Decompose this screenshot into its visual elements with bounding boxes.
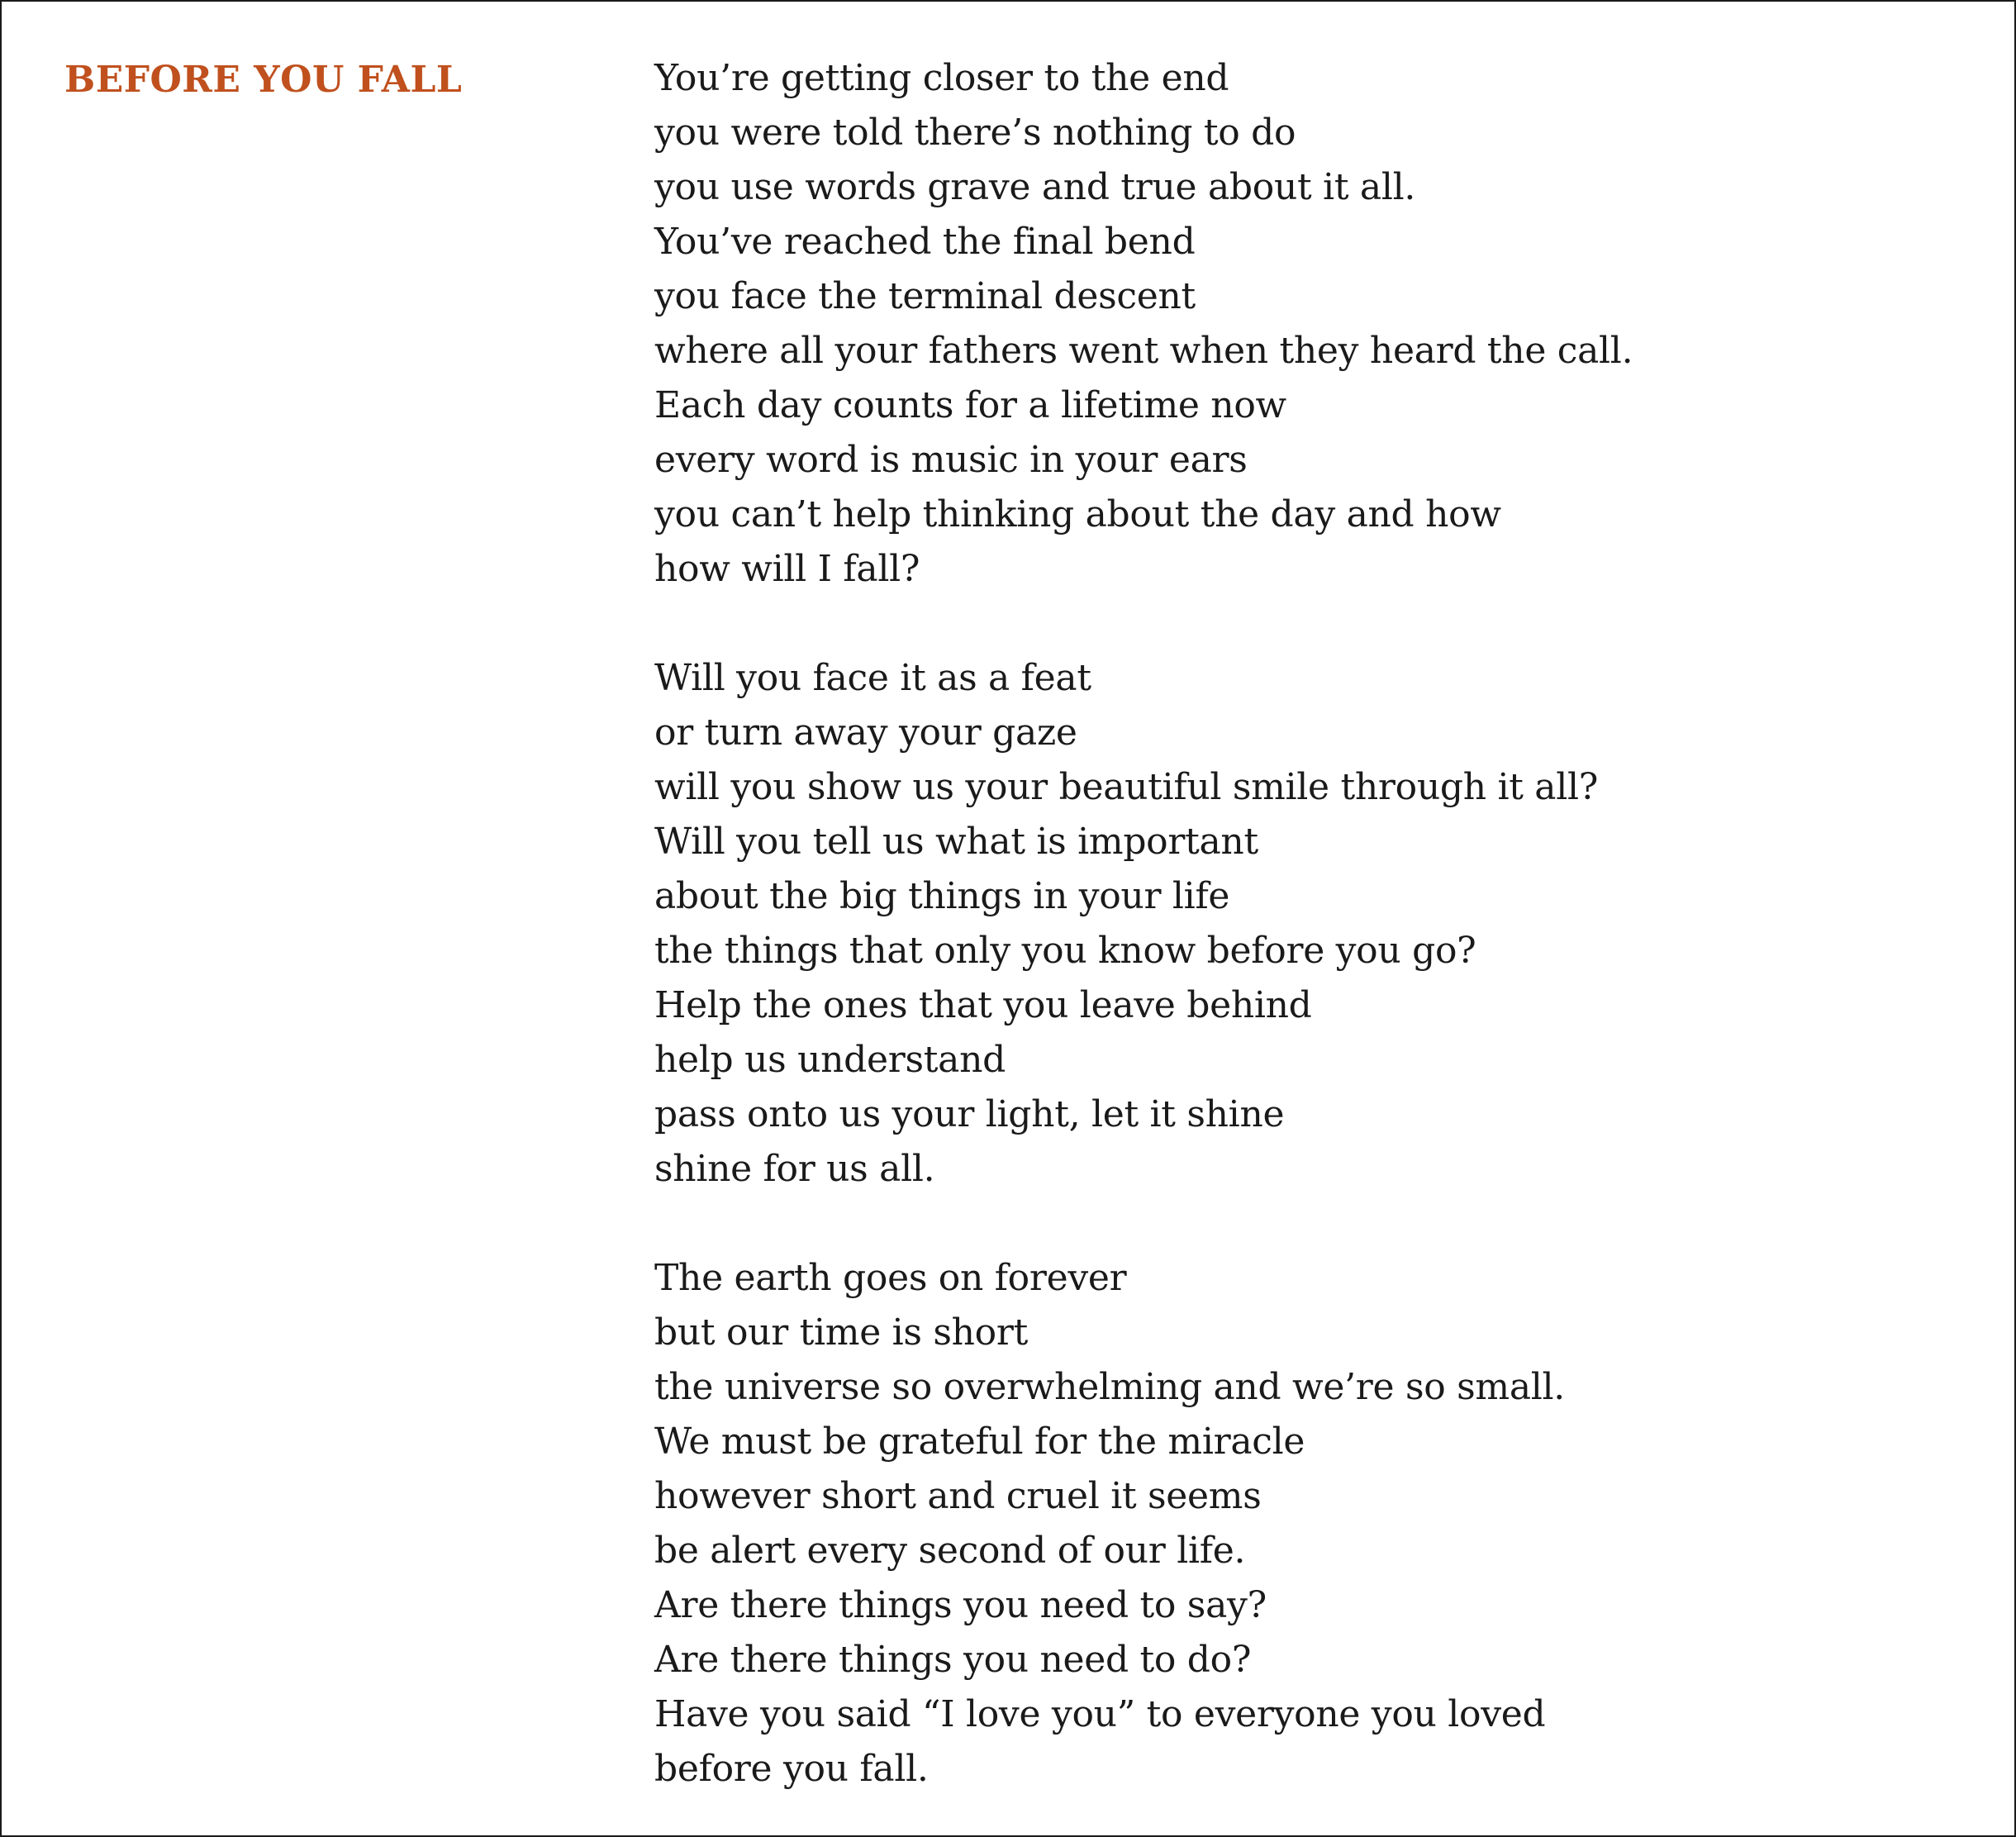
poem-line: Are there things you need to do?	[654, 1639, 1252, 1681]
poem-line: however short and cruel it seems	[654, 1475, 1262, 1517]
stanza-1	[654, 51, 1976, 597]
poem-line: shine for us all.	[654, 1148, 935, 1190]
poem-line: before you fall.	[654, 1748, 929, 1790]
poem-title: BEFORE YOU FALL	[64, 59, 463, 101]
poem-line: where all your fathers went when they heard the call.	[654, 330, 1633, 372]
poem-line: Have you said “I love you” to everyone you loved	[654, 1693, 1546, 1735]
poem-line: pass onto us your light, let it shine	[654, 1093, 1285, 1135]
poem-line: the universe so overwhelming and we’re so small.	[654, 1366, 1565, 1408]
poem-line: Help the ones that you leave behind	[654, 984, 1312, 1026]
poem-line: will you show us your beautiful smile through it all?	[654, 766, 1599, 808]
poem-line: about the big things in your life	[654, 875, 1230, 917]
poem-line: You’re getting closer to the end	[654, 57, 1229, 99]
poem-line: Will you face it as a feat	[654, 657, 1091, 699]
poem-line: Are there things you need to say?	[654, 1584, 1267, 1626]
poem-line: or turn away your gaze	[654, 711, 1077, 754]
poem-line: We must be grateful for the miracle	[654, 1421, 1305, 1463]
poem-body	[654, 51, 1976, 1797]
poem-line: You’ve reached the final bend	[654, 221, 1196, 263]
poem-line: Each day counts for a lifetime now	[654, 384, 1286, 426]
poem-line: you use words grave and true about it all.	[654, 166, 1416, 208]
poem-line: how will I fall?	[654, 548, 920, 590]
poem-line: but our time is short	[654, 1311, 1028, 1354]
poem-line: help us understand	[654, 1039, 1006, 1081]
poem-line: The earth goes on forever	[654, 1257, 1127, 1299]
stanza-3	[654, 1251, 1976, 1797]
poem-line: be alert every second of our life.	[654, 1530, 1246, 1572]
poem-line: Will you tell us what is important	[654, 821, 1258, 863]
poem-line: every word is music in your ears	[654, 439, 1248, 481]
poem-line: you were told there’s nothing to do	[654, 112, 1296, 154]
poem-line: the things that only you know before you go?	[654, 930, 1476, 972]
stanza-2	[654, 651, 1976, 1197]
poem-line: you can’t help thinking about the day and how	[654, 493, 1501, 535]
poem-line: you face the terminal descent	[654, 275, 1196, 317]
